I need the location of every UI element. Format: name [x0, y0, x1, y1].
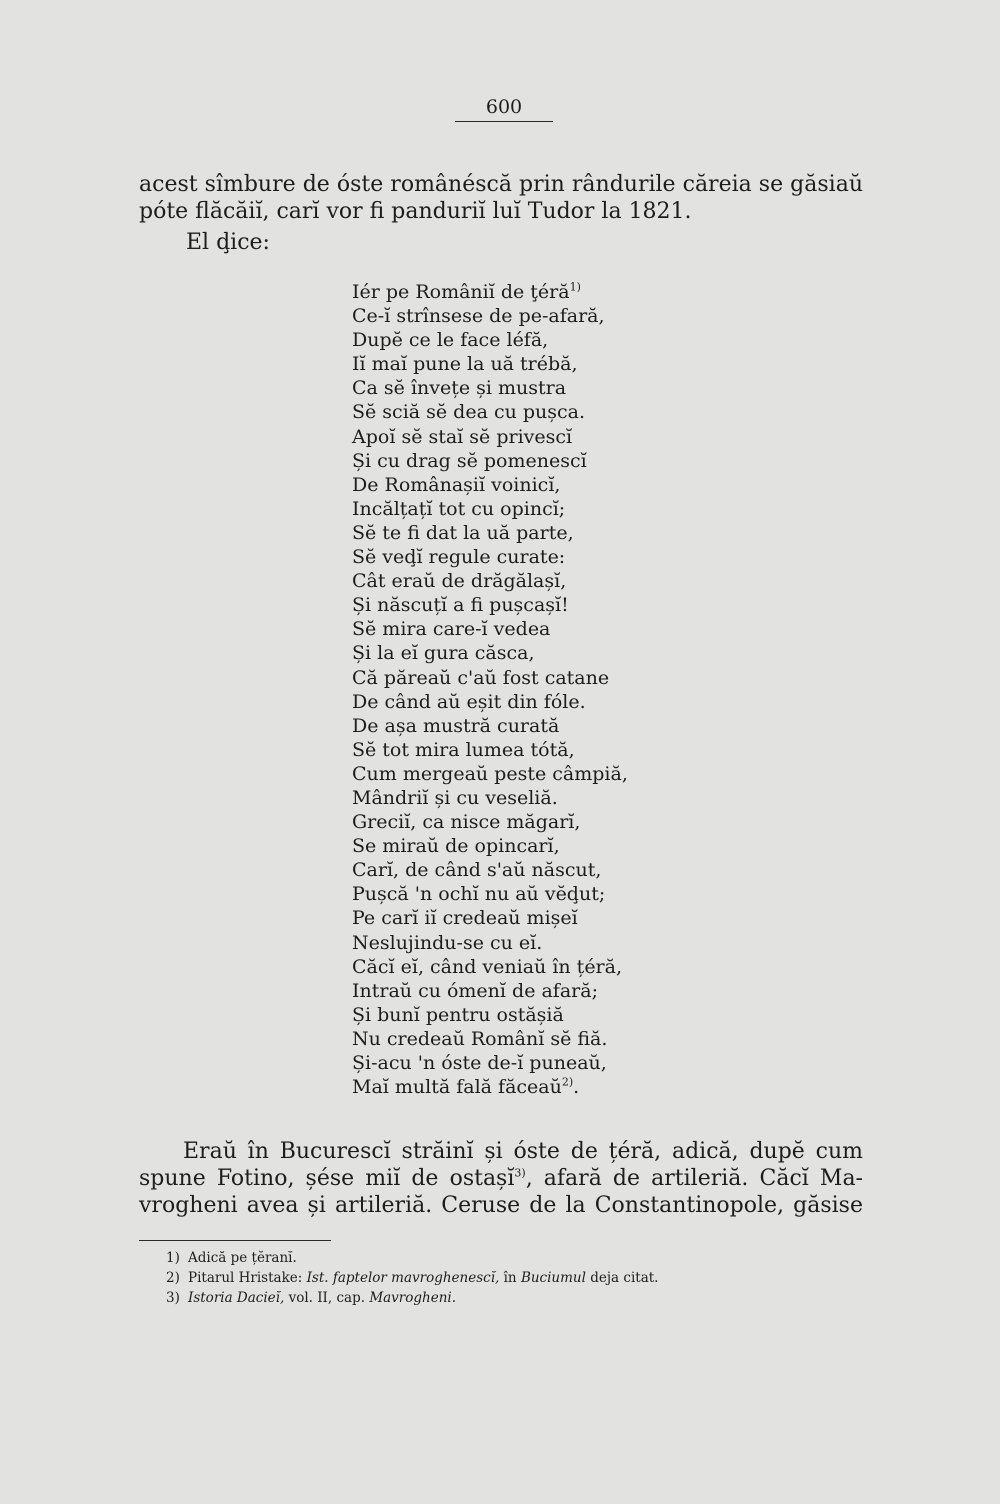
poem-line-text: Sĕ sciă sĕ dea cu pușca. — [352, 401, 586, 424]
poem-line-text: Dupĕ ce le face léfă, — [352, 329, 549, 352]
poem-line — [352, 304, 628, 328]
footnote-italic: Buciumul — [520, 1270, 586, 1286]
footnote-italic: Istoria Dacieĭ, — [188, 1290, 285, 1306]
footnote-1 — [166, 1248, 658, 1268]
poem-line-text: Nu credeaŭ Românĭ sĕ fiă. — [352, 1027, 608, 1050]
footnote-italic: Ist. faptelor mavroghenescĭ, — [306, 1270, 500, 1286]
poem — [352, 280, 628, 1099]
poem-line-text: Intraŭ cu ómenĭ de afară; — [352, 979, 598, 1002]
poem-line-text: Și bunĭ pentru ostășiă — [352, 1003, 564, 1026]
poem-line — [352, 834, 628, 858]
poem-line-text: Și la eĭ gura căsca, — [352, 642, 535, 665]
poem-line-text: Ca sĕ învețe și mustra — [352, 377, 567, 400]
footnote-text: Pitarul Hristake: — [188, 1270, 307, 1286]
poem-line-text: Mândriĭ și cu veseliă. — [352, 786, 558, 809]
poem-line-text: Pușcă 'n ochĭ nu aŭ vĕḑut; — [352, 883, 606, 906]
poem-line — [352, 593, 628, 617]
poem-line — [352, 858, 628, 882]
poem-line — [352, 690, 628, 714]
paragraph-2-text: spune Fotino, șése miĭ de ostașĭ — [139, 1166, 515, 1191]
footnote-mark: 1) — [569, 280, 581, 294]
poem-line — [352, 1075, 628, 1099]
paragraph-2-line — [139, 1165, 863, 1192]
poem-line — [352, 400, 628, 424]
poem-line — [352, 931, 628, 955]
poem-line — [352, 328, 628, 352]
footnotes — [166, 1248, 658, 1308]
poem-line — [352, 569, 628, 593]
poem-line — [352, 786, 628, 810]
poem-line-text: De așa mustră curată — [352, 714, 560, 737]
poem-line-text: Sĕ te fi dat la uă parte, — [352, 521, 574, 544]
poem-line — [352, 666, 628, 690]
poem-line-text: Ce-ĭ strînsese de pe-afară, — [352, 305, 605, 328]
footnote-3 — [166, 1288, 658, 1308]
poem-line — [352, 1003, 628, 1027]
poem-line-text: Căcĭ eĭ, când veniaŭ în țéră, — [352, 955, 623, 978]
poem-line — [352, 617, 628, 641]
paragraph-2-line: vrogheni avea și artileriă. Ceruse de la Constantinopole, găsise — [139, 1193, 863, 1218]
footnote-number: 1) — [166, 1250, 180, 1266]
footnote-text: deja citat. — [585, 1270, 659, 1286]
poem-line-text: Incălțațĭ tot cu opincĭ; — [352, 497, 566, 520]
poem-line — [352, 762, 628, 786]
poem-line-text: Greciĭ, ca nisce măgarĭ, — [352, 811, 581, 834]
poem-line — [352, 449, 628, 473]
poem-line-text: Că păreaŭ c'aŭ fost catane — [352, 666, 610, 689]
poem-line-text: De când aŭ eșit din fóle. — [352, 690, 586, 713]
poem-line-text: Și cu drag sĕ pomenescĭ — [352, 449, 587, 472]
paragraph-1 — [139, 171, 863, 225]
poem-line-text: Sĕ tot mira lumea tótă, — [352, 738, 575, 761]
paragraph-2-line: Eraŭ în Bucurescĭ străinĭ și óste de țéră, adică, dupĕ cum — [183, 1139, 863, 1164]
page-number-rule — [455, 121, 553, 122]
poem-line-text: Cum mergeaŭ peste câmpiă, — [352, 762, 628, 785]
poem-line-text: Sĕ veḑĭ regule curate: — [352, 546, 566, 569]
footnote-text: vol. II, cap. — [284, 1290, 370, 1306]
poem-line-text: Pe carĭ iĭ credeaŭ mișeĭ — [352, 907, 578, 930]
poem-line-text: Sĕ mira care-ĭ vedea — [352, 618, 551, 641]
poem-line-text: Se miraŭ de opincarĭ, — [352, 835, 560, 858]
footnote-text: în — [499, 1270, 521, 1286]
poem-line-text: Maĭ multă fală făceaŭ — [352, 1076, 562, 1099]
poem-line — [352, 882, 628, 906]
paragraph-1-line: acest sîmbure de óste românéscă prin rândurile căreia se găsiaŭ — [139, 172, 863, 197]
poem-line — [352, 810, 628, 834]
poem-line-text: Iér pe Româniĭ de ţéră — [352, 281, 570, 303]
poem-line — [352, 545, 628, 569]
footnote-number: 2) — [166, 1270, 180, 1286]
poem-line-text: Iĭ maĭ pune la uă trébă, — [352, 353, 578, 376]
poem-line — [352, 425, 628, 449]
footnote-number: 3) — [166, 1290, 180, 1306]
poem-line — [352, 280, 628, 304]
poem-line — [352, 497, 628, 521]
poem-intro: El ḑice: — [186, 230, 270, 255]
footnote-text: Adică pe țĕranĭ. — [188, 1250, 297, 1266]
poem-line-text: Cât eraŭ de drăgălașĭ, — [352, 570, 567, 593]
paragraph-2-text: , afară de artileriă. Căcĭ Ma- — [525, 1166, 863, 1191]
footnote-rule — [139, 1240, 331, 1241]
poem-line-text: Neslujindu-se cu eĭ. — [352, 931, 543, 954]
poem-line — [352, 376, 628, 400]
poem-line-punct: . — [573, 1076, 580, 1099]
poem-line — [352, 714, 628, 738]
poem-line — [352, 738, 628, 762]
poem-line — [352, 521, 628, 545]
poem-line — [352, 955, 628, 979]
poem-line-text: De Românașiĭ voinicĭ, — [352, 473, 561, 496]
poem-line — [352, 1027, 628, 1051]
poem-line — [352, 641, 628, 665]
footnote-2 — [166, 1268, 658, 1288]
poem-line-text: Și născuțĭ a fi pușcașĭ! — [352, 594, 569, 617]
poem-line — [352, 979, 628, 1003]
paragraph-2 — [139, 1138, 863, 1219]
paragraph-1-line: póte flăcăiĭ, carĭ vor fi panduriĭ luĭ Tudor la 1821. — [139, 199, 692, 224]
poem-line-text: Apoĭ sĕ staĭ sĕ privescĭ — [352, 425, 573, 448]
poem-line — [352, 352, 628, 376]
footnote-mark: 2) — [561, 1075, 574, 1089]
poem-line-text: Și-acu 'n óste de-ĭ puneaŭ, — [352, 1052, 607, 1074]
poem-line-text: Carĭ, de când s'aŭ născut, — [352, 859, 602, 882]
page-number: 600 — [485, 96, 523, 118]
poem-line — [352, 473, 628, 497]
poem-line — [352, 1051, 628, 1075]
poem-line — [352, 906, 628, 930]
footnote-italic: Mavrogheni. — [369, 1290, 457, 1306]
footnote-mark: 3) — [514, 1166, 526, 1180]
